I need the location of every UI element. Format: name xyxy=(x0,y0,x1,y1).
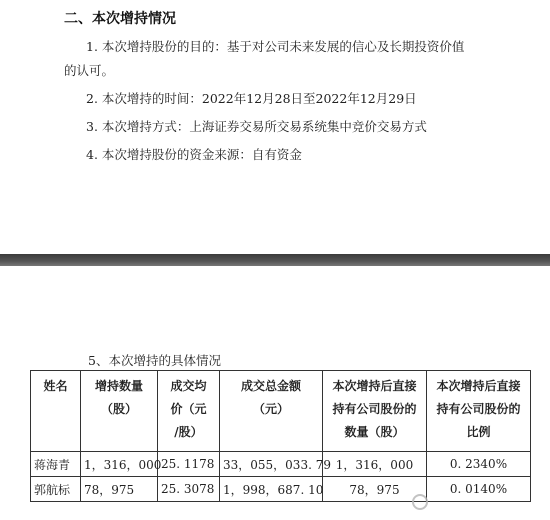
cell-ratio: 0. 2340% xyxy=(427,452,531,477)
cell-total-amount: 1，998，687. 10 xyxy=(220,477,323,502)
funding-item: 4. 本次增持股份的资金来源：自有资金 xyxy=(86,147,302,162)
header-total-amount: 成交总金额 （元） xyxy=(220,371,323,452)
cell-name: 郭航标 xyxy=(31,477,81,502)
cell-total-amount: 33，055，033. 79 xyxy=(220,452,323,477)
holdings-table xyxy=(30,370,531,502)
time-item: 2. 本次增持的时间：2022年12月28日至2022年12月29日 xyxy=(86,91,417,106)
cell-avg-price: 25. 1178 xyxy=(158,452,220,477)
cell-quantity: 78，975 xyxy=(81,477,158,502)
header-name: 姓名 xyxy=(31,371,81,452)
cell-avg-price: 25. 3078 xyxy=(158,477,220,502)
method-item: 3. 本次增持方式：上海证券交易所交易系统集中竞价交易方式 xyxy=(86,119,427,134)
purpose-item: 1. 本次增持股份的目的：基于对公司未来发展的信心及长期投资价值 xyxy=(86,39,465,54)
section-title: 二、本次增持情况 xyxy=(64,11,176,27)
details-subtitle: 5、本次增持的具体情况 xyxy=(88,353,221,368)
cell-quantity: 1，316，000 xyxy=(81,452,158,477)
cell-holdings: 1，316，000 xyxy=(323,452,427,477)
header-holdings-after: 本次增持后直接 持有公司股份的 数量（股） xyxy=(323,371,427,452)
cell-ratio: 0. 0140% xyxy=(427,477,531,502)
cell-holdings: 78，975 xyxy=(323,477,427,502)
header-ratio-after: 本次增持后直接 持有公司股份的 比例 xyxy=(427,371,531,452)
page-divider xyxy=(0,254,550,266)
table-row xyxy=(31,452,531,477)
table-header-row xyxy=(31,371,531,452)
watermark-logo-icon xyxy=(412,494,428,510)
purpose-item-continuation: 的认可。 xyxy=(64,63,115,78)
header-avg-price: 成交均 价（元 /股） xyxy=(158,371,220,452)
cell-name: 蒋海青 xyxy=(31,452,81,477)
header-quantity: 增持数量 （股） xyxy=(81,371,158,452)
watermark xyxy=(412,490,542,514)
